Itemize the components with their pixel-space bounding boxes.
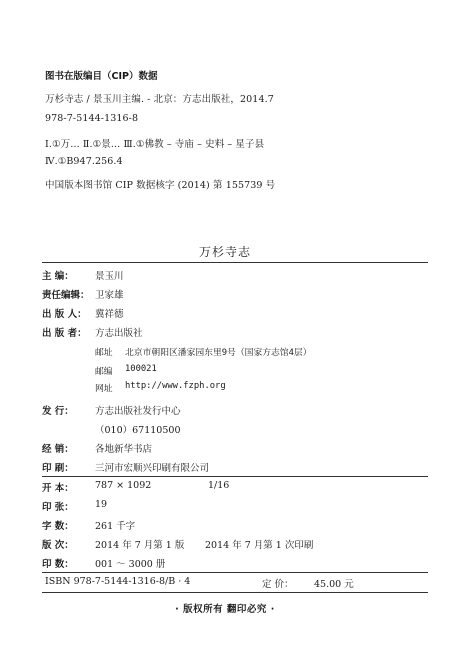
cip-line-classification: Ⅳ.①B947.256.4: [45, 156, 123, 167]
isbn-value: ISBN 978-7-5144-1316-8/B · 4: [45, 576, 191, 587]
editor-label: 主 编：: [42, 271, 74, 282]
publisher-person-value: 冀祥德: [95, 309, 124, 320]
responsible-editor-value: 卫家雄: [95, 290, 124, 301]
cip-line-isbn: 978-7-5144-1316-8: [45, 113, 139, 124]
copies-value: 001 ～ 3000 册: [95, 559, 166, 570]
cip-line-subjects: Ⅰ.①万… Ⅱ.①景… Ⅲ.①佛教 – 寺庙 – 史料 – 星子县: [45, 139, 265, 150]
dealer-label: 经 销：: [42, 444, 74, 455]
format-value: 787 × 1092: [95, 480, 152, 491]
format-fold: 1/16: [208, 480, 230, 491]
sheets-label: 印 张：: [42, 502, 74, 513]
phone-value: （010）67110500: [95, 425, 181, 436]
cip-line-title: 万杉寺志 / 景玉川主编. - 北京：方志出版社，2014.7: [45, 94, 274, 105]
printing-value: 2014 年 7 月第 1 次印刷: [205, 540, 314, 551]
title-rule: [42, 262, 428, 263]
copyright-notice: · 版权所有 翻印必究 ·: [175, 604, 275, 615]
responsible-editor-label: 责任编辑：: [42, 290, 90, 301]
issue-label: 发 行：: [42, 406, 74, 417]
editor-value: 景玉川: [95, 271, 124, 282]
website-label: 网址: [95, 384, 113, 394]
isbn-top-rule: [42, 572, 428, 573]
publisher-person-label: 出 版 人：: [42, 309, 87, 320]
zip-value: 100021: [125, 364, 157, 374]
publisher-label: 出 版 者：: [42, 328, 87, 339]
printer-value: 三河市宏顺兴印刷有限公司: [95, 463, 210, 474]
address-value: 北京市朝阳区潘家园东里9号（国家方志馆4层）: [125, 348, 312, 358]
printer-label: 印 刷：: [42, 463, 74, 474]
specs-rule: [42, 476, 428, 477]
price-value: 45.00 元: [314, 579, 354, 590]
dealer-value: 各地新华书店: [95, 444, 153, 455]
website-value: http://www.fzph.org: [125, 381, 226, 391]
sheets-value: 19: [95, 499, 108, 510]
address-label: 邮址: [95, 348, 113, 358]
cip-line-record: 中国版本图书馆 CIP 数据核字 (2014) 第 155739 号: [45, 180, 276, 191]
edition-value: 2014 年 7 月第 1 版: [95, 540, 185, 551]
format-label: 开 本：: [42, 483, 74, 494]
issue-value: 方志出版社发行中心: [95, 406, 181, 417]
copies-label: 印 数：: [42, 559, 74, 570]
isbn-bottom-rule: [42, 592, 428, 593]
zip-label: 邮编: [95, 367, 113, 377]
words-label: 字 数：: [42, 521, 74, 532]
cip-heading: 图书在版编目（CIP）数据: [45, 71, 158, 82]
publisher-value: 方志出版社: [95, 328, 143, 339]
edition-label: 版 次：: [42, 540, 74, 551]
book-title: 万杉寺志: [198, 245, 251, 259]
words-value: 261 千字: [95, 521, 136, 532]
price-label: 定 价：: [262, 579, 294, 590]
